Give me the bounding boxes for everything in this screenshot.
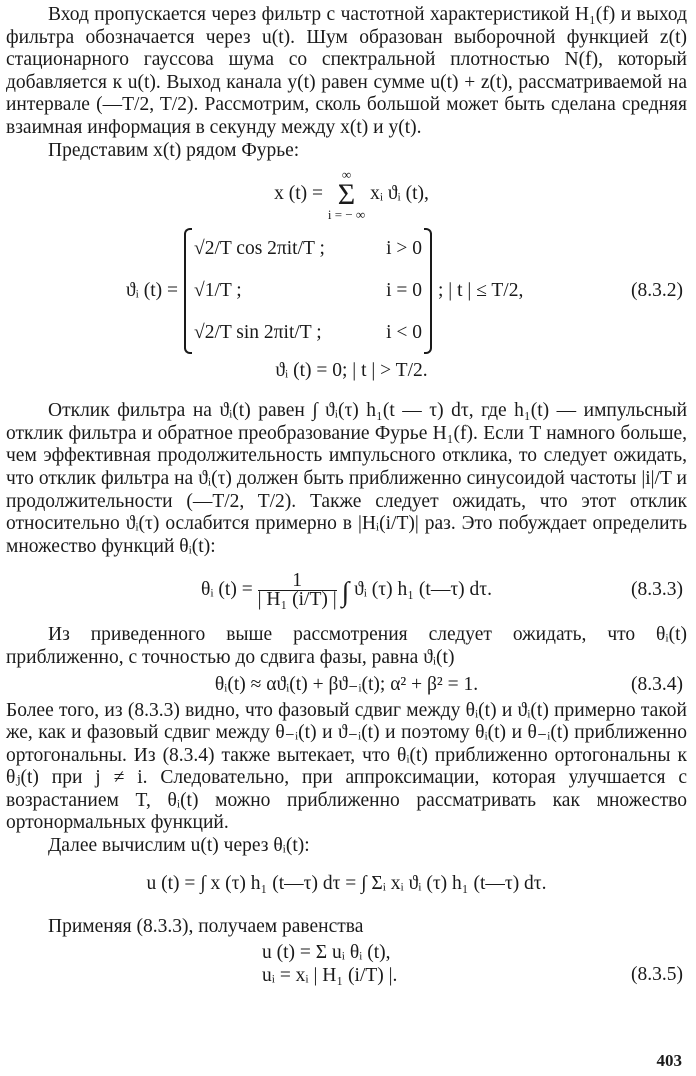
equation-number-8-3-2: (8.3.2) [631, 280, 683, 302]
equation-u-expansion: u (t) = ∫ x (τ) h₁ (t—τ) dτ = ∫ Σᵢ xᵢ ϑᵢ (τ) h₁ (t—τ) dτ. [146, 872, 547, 894]
paragraph-u-via-theta: Далее вычислим u(t) через θᵢ(t): [48, 835, 310, 857]
equation-approximation [6, 670, 687, 700]
case-cond-positive: i > 0 [386, 237, 422, 259]
paragraph-orthogonality: Более того, из (8.3.3) видно, что фазовый сдвиг между θᵢ(t) и ϑᵢ(t) примерно такой же, как и фазовый сдвиг между θ₋ᵢ(t) и ϑ₋ᵢ(t) и поэтому θᵢ(t) и θ₋ᵢ(t) приближенно ортогональны. Из (8.3.4) также вытекает, что θᵢ(t) приближенно ортогональны к θⱼ(t) при j ≠ i. Следовательно, при аппроксимации, которая улучшается с возрастанием T, θᵢ(t) можно приближенно рассматривать как множество ортонормальных функций. [6, 699, 687, 834]
eq2-domain: ; | t | ≤ T/2, [438, 279, 524, 301]
equation-number-8-3-5: (8.3.5) [631, 964, 683, 986]
eq3-denominator: | H₁ (i/T) | [257, 589, 337, 611]
paragraph-applying: Применяя (8.3.3), получаем равенства [48, 915, 364, 937]
paragraph-phase-approx: Из приведенного выше рассмотрения следует ожидать, что θᵢ(t) приближенно, с точностью до сдвига фазы, равна ϑᵢ(t) [6, 624, 687, 668]
sum-symbol: ∞ Σ i = − ∞ [327, 166, 366, 222]
case-expr-sin: √2/T sin 2πit/T ; [194, 321, 322, 343]
equation-fourier-series [6, 166, 687, 222]
eq3-lhs: θᵢ (t) = [201, 579, 253, 601]
equation-theta-definition [6, 564, 687, 616]
case-row-zero [194, 270, 422, 312]
paragraph-intro: Вход пропускается через фильтр с частотной характеристикой H₁(f) и выход фильтра обозначается через u(t). Шум образован выборочной функцией z(t) стационарного гауссова шума со спектральной плотностью N(f), который добавляется к u(t). Выход канала y(t) равен сумме u(t) + z(t), рассматриваемой на интервале (—T/2, T/2). Рассмотрим, сколь большой может быть сделана средняя взаимная информация в секунду между x(t) и y(t). [6, 4, 687, 138]
eq3-rhs: ϑᵢ (τ) h₁ (t—τ) dτ. [354, 579, 492, 601]
eq3-fraction [258, 572, 337, 609]
eq4-body: θᵢ(t) ≈ αϑᵢ(t) + βϑ₋ᵢ(t); α² + β² = 1. [214, 673, 479, 695]
equation-basis-functions [6, 222, 687, 360]
case-row-negative [194, 312, 422, 354]
case-expr-cos: √2/T cos 2πit/T ; [194, 237, 325, 259]
paragraph-filter-response: Отклик фильтра на ϑᵢ(t) равен ∫ ϑᵢ(τ) h₁(t — τ) dτ, где h₁(t) — импульсный отклик фильтра и обратное преобразование Фурье H₁(f). Если T намного больше, чем эффективная продолжительность импульсного отклика, то следует ожидать, что отклик фильтра на ϑᵢ(τ) должен быть приближенно синусоидой частоты |i|/T и продолжительности (—T/2, T/2). Также следует ожидать, что этот отклик относительно ϑᵢ(τ) ослабится примерно в |Hᵢ(i/T)| раз. Это побуждает определить множество функций θᵢ(t): [6, 400, 687, 557]
eq6-line1: u (t) = Σ uᵢ θᵢ (t), [262, 942, 391, 964]
paragraph-fourier: Представим x(t) рядом Фурье: [48, 139, 300, 161]
equation-number-8-3-4: (8.3.4) [631, 673, 683, 695]
case-cond-zero: i = 0 [386, 279, 422, 301]
eq6-line2: uᵢ = xᵢ | H₁ (i/T) |. [262, 964, 398, 986]
integral-sign: ∫ [341, 577, 350, 609]
eq1-rhs: xᵢ ϑᵢ (t), [370, 183, 429, 205]
equation-u-coefficients [6, 938, 687, 992]
case-row-positive [194, 228, 422, 270]
case-expr-const: √1/T ; [194, 279, 242, 301]
equation-number-8-3-3: (8.3.3) [631, 579, 683, 601]
cases-bracket [184, 228, 432, 354]
page-body [6, 4, 687, 992]
sum-upper-limit: ∞ [341, 166, 352, 182]
equation-basis-outside: ϑᵢ (t) = 0; | t | > T/2. [275, 360, 428, 382]
case-cond-negative: i < 0 [386, 321, 422, 343]
sum-lower-limit: i = − ∞ [327, 206, 366, 222]
eq3-numerator: 1 [258, 572, 337, 591]
eq1-lhs: x (t) = [274, 183, 324, 205]
page-number: 403 [656, 1051, 682, 1070]
eq2-lhs: ϑᵢ (t) = [126, 279, 178, 301]
